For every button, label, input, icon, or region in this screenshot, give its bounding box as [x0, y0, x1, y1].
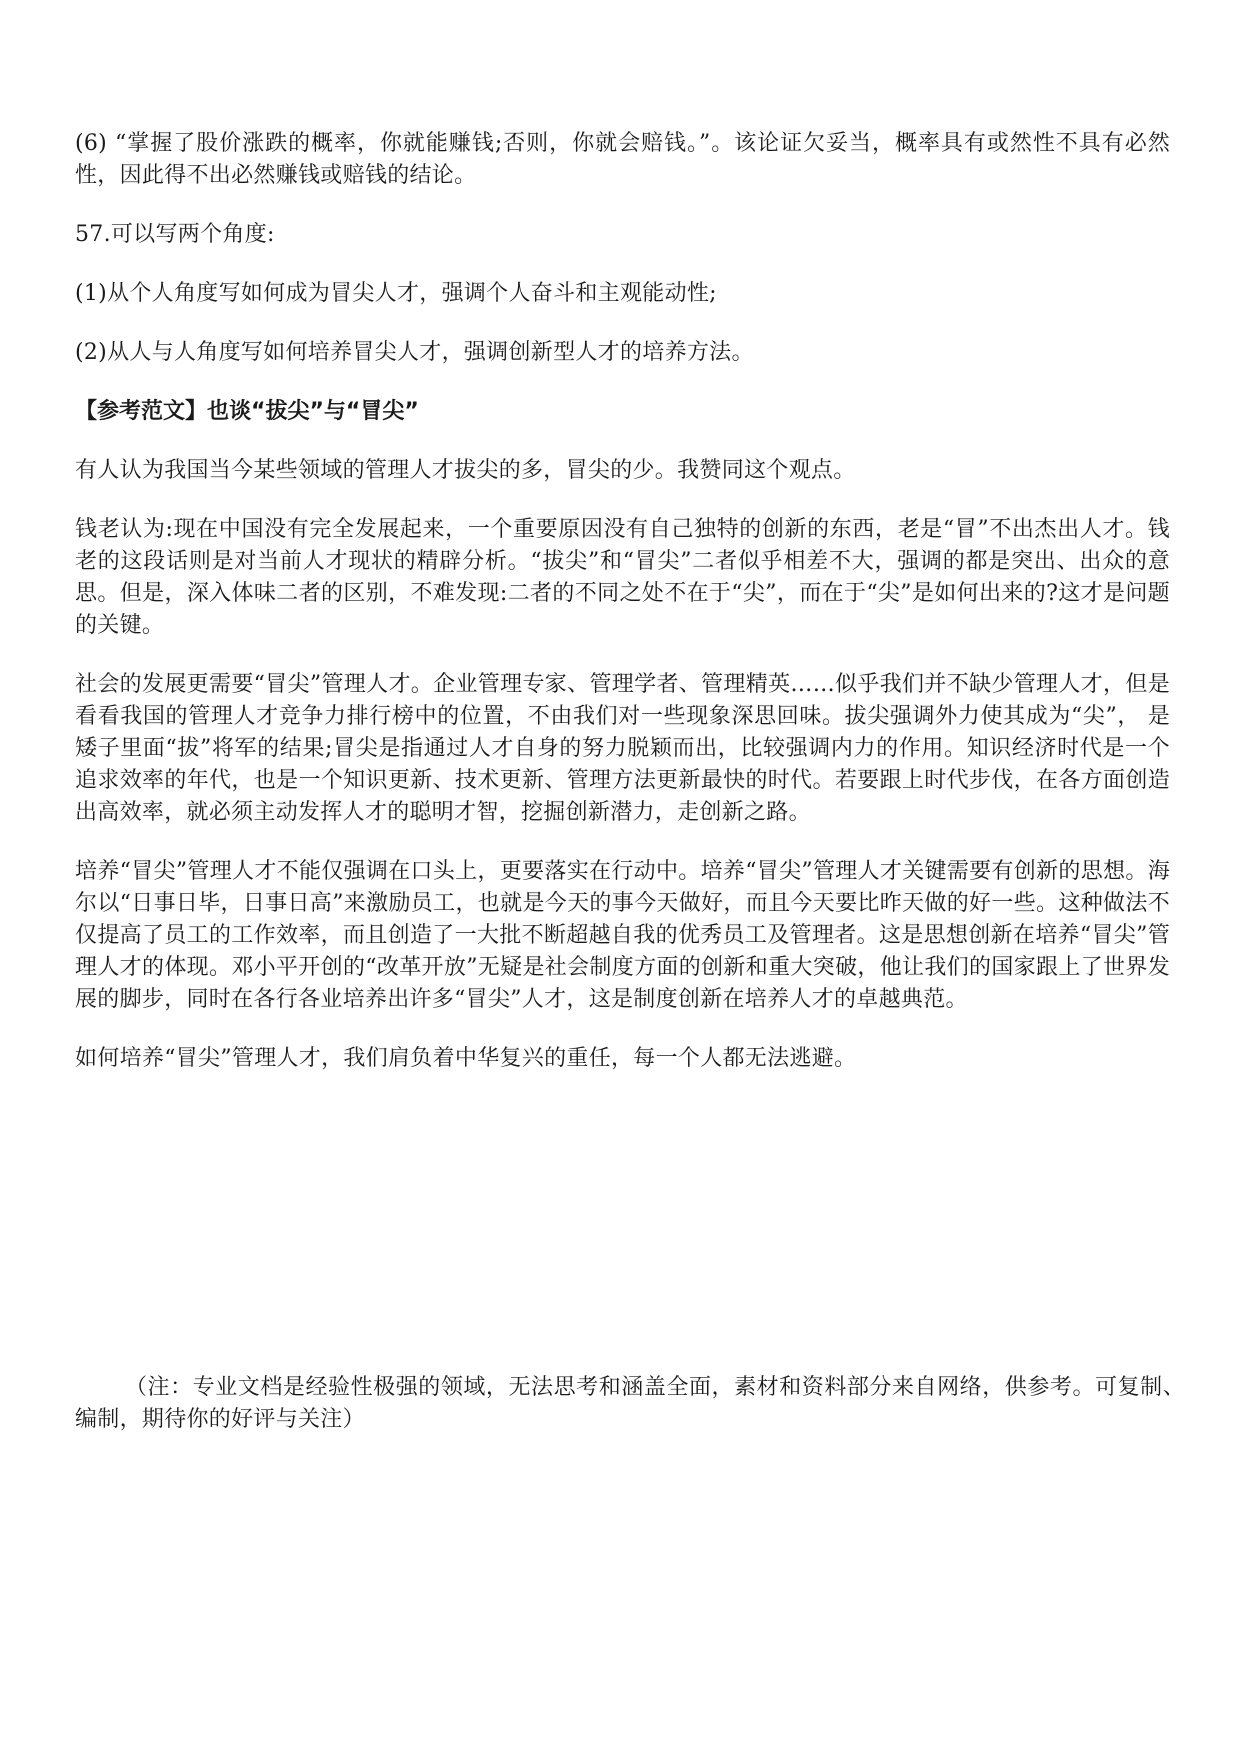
paragraph-angle-2: (2)从人与人角度写如何培养冒尖人才，强调创新型人才的培养方法。	[75, 340, 754, 365]
paragraph-point-6: (6) “掌握了股价涨跌的概率，你就能赚钱;否则，你就会赔钱。”。该论证欠妥当，概率具有或然性不具有必然性，因此得不出必然赚钱或赔钱的结论。	[75, 131, 1170, 188]
essay-paragraph: 培养“冒尖”管理人才不能仅强调在口头上，更要落实在行动中。培养“冒尖”管理人才关键需要有创新的思想。海尔以“日事日毕，日事日高”来激励员工，也就是今天的事今天做好，而且今天要比昨天做的好一些。这种做法不仅提高了员工的工作效率，而且创造了一大批不断超越自我的优秀员工及管理者。这是思想创新在培养“冒尖”管理人才的体现。邓小平开创的“改革开放”无疑是社会制度方面的创新和重大突破，他让我们的国家跟上了世界发展的脚步，同时在各行各业培养出许多“冒尖”人才，这是制度创新在培养人才的卓越典范。	[75, 859, 1170, 1012]
essay-title: 【参考范文】也谈“拔尖”与“冒尖”	[75, 399, 419, 424]
footer-note: （注：专业文档是经验性极强的领域，无法思考和涵盖全面，素材和资料部分来自网络，供参考。可复制、编制，期待你的好评与关注）	[75, 1375, 1185, 1432]
essay-paragraph: 社会的发展更需要“冒尖”管理人才。企业管理专家、管理学者、管理精英……似乎我们并不缺少管理人才，但是看看我国的管理人才竞争力排行榜中的位置，不由我们对一些现象深思回味。拔尖强调外力使其成为“尖”， 是矮子里面“拔”将军的结果;冒尖是指通过人才自身的努力脱颖而出，比较强调内力的作用。知识经济时代是一个追求效率的年代，也是一个知识更新、技术更新、管理方法更新最快的时代。若要跟上时代步伐，在各方面创造出高效率，就必须主动发挥人才的聪明才智，挖掘创新潜力，走创新之路。	[75, 672, 1170, 825]
essay-paragraph: 钱老认为:现在中国没有完全发展起来，一个重要原因没有自己独特的创新的东西，老是“冒”不出杰出人才。钱老的这段话则是对当前人才现状的精辟分析。“拔尖”和“冒尖”二者似乎相差不大，强调的都是突出、出众的意思。但是，深入体味二者的区别，不难发现:二者的不同之处不在于“尖”，而在于“尖”是如何出来的?这才是问题的关键。	[75, 517, 1170, 638]
document-body	[75, 128, 1170, 1102]
paragraph-question-57: 57.可以写两个角度:	[75, 222, 275, 247]
essay-paragraph: 有人认为我国当今某些领域的管理人才拔尖的多，冒尖的少。我赞同这个观点。	[75, 458, 856, 483]
paragraph-angle-1: (1)从个人角度写如何成为冒尖人才，强调个人奋斗和主观能动性;	[75, 281, 717, 306]
essay-paragraph: 如何培养“冒尖”管理人才，我们肩负着中华复兴的重任，每一个人都无法逃避。	[75, 1046, 857, 1071]
